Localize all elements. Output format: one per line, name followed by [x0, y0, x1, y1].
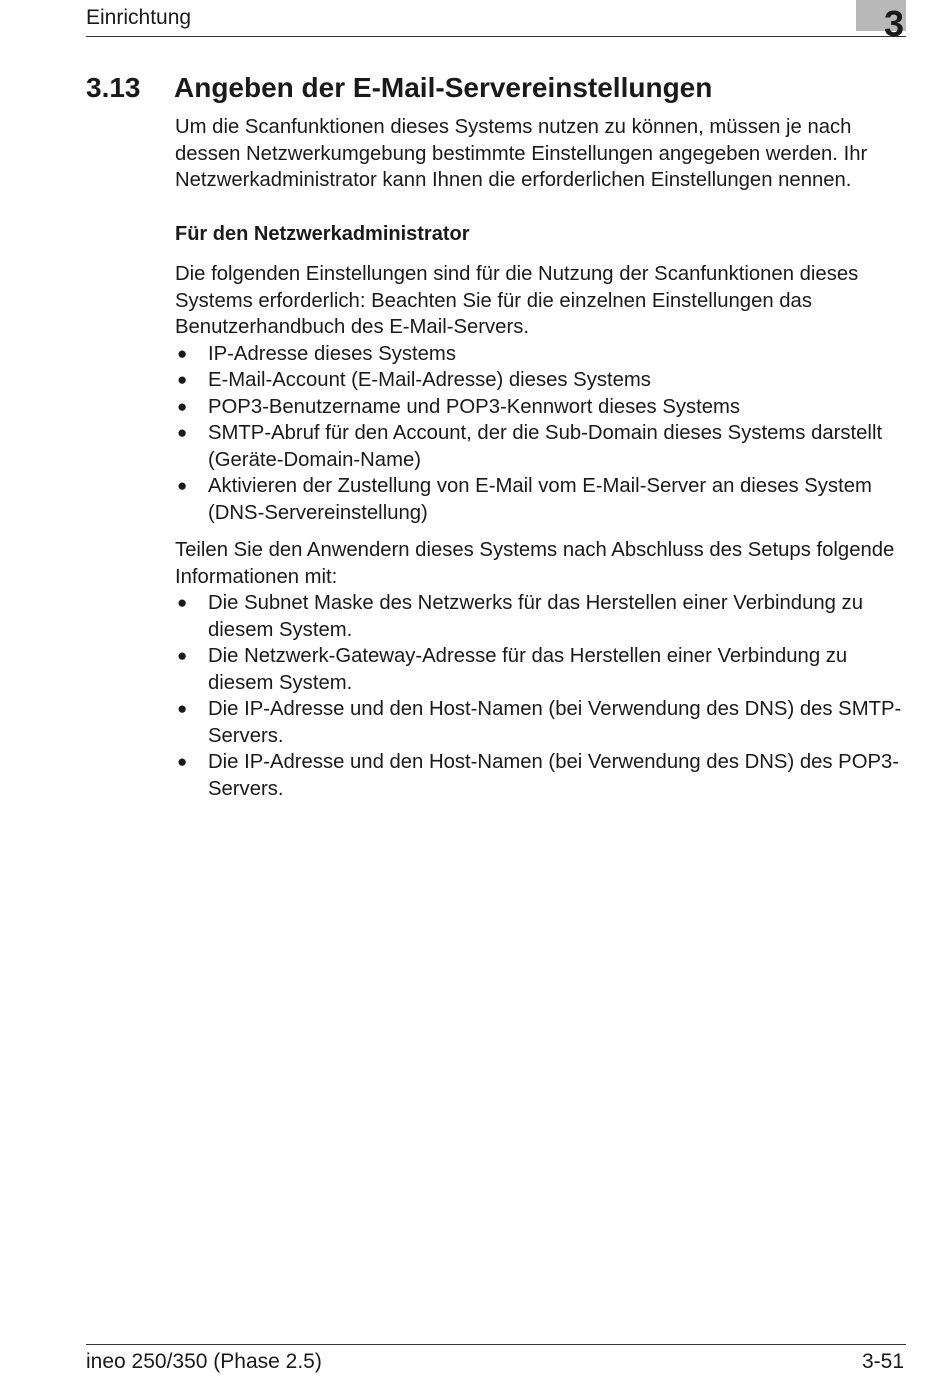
bullet-icon: ●	[177, 699, 188, 718]
section-number: 3.13	[86, 72, 141, 103]
users-bullet-list	[175, 590, 905, 802]
bullet-icon: ●	[177, 752, 188, 771]
running-header: Einrichtung	[86, 6, 192, 29]
bullet-icon: ●	[177, 370, 188, 389]
header-divider	[86, 36, 906, 37]
chapter-number: 3	[883, 3, 904, 44]
list-item: ● E-Mail-Account (E-Mail-Adresse) dieses Systems	[175, 367, 905, 394]
section-heading	[86, 72, 906, 104]
page-content	[175, 114, 905, 802]
chapter-tab	[856, 0, 906, 44]
bullet-icon: ●	[177, 593, 188, 612]
list-item: ● Die Subnet Maske des Netzwerks für das Herstellen einer Verbindung zu diesem System.	[177, 592, 863, 641]
footer-product: ineo 250/350 (Phase 2.5)	[86, 1350, 322, 1373]
list-item: ● POP3-Benutzername und POP3-Kennwort dieses Systems	[175, 394, 905, 421]
admin-subheading: Für den Netzwerkadministrator	[175, 222, 470, 245]
list-item: ● Aktivieren der Zustellung von E-Mail vom E-Mail-Server an dieses System (DNS-Servereinstellung)	[177, 475, 872, 524]
intro-paragraph: Um die Scanfunktionen dieses Systems nutzen zu können, müssen je nach dessen Netzwerkumgebung bestimmte Einstellungen angegeben werden. Ihr Netzwerkadministrator kann Ihnen die erforderlichen Einstellungen nennen.	[175, 116, 868, 191]
bullet-icon: ●	[177, 396, 188, 416]
footer-divider	[86, 1344, 906, 1345]
list-item: ● Die IP-Adresse und den Host-Namen (bei Verwendung des DNS) des SMTP-Servers.	[177, 698, 902, 747]
bullet-icon: ●	[177, 646, 188, 665]
list-item: ● Die IP-Adresse und den Host-Namen (bei Verwendung des DNS) des POP3-Servers.	[177, 751, 900, 800]
list-item: ● SMTP-Abruf für den Account, der die Sub-Domain dieses Systems darstellt (Geräte-Domain-Name)	[177, 422, 883, 471]
users-paragraph: Teilen Sie den Anwendern dieses Systems nach Abschluss des Setups folgende Informationen mit:	[175, 539, 895, 588]
admin-bullet-list	[175, 341, 905, 527]
section-title: Angeben der E-Mail-Servereinstellungen	[174, 72, 713, 103]
bullet-icon: ●	[177, 476, 188, 495]
bullet-icon: ●	[177, 423, 188, 442]
list-item: ● Die Netzwerk-Gateway-Adresse für das Herstellen einer Verbindung zu diesem System.	[177, 645, 848, 694]
bullet-icon: ●	[177, 343, 188, 363]
list-item: ● IP-Adresse dieses Systems	[175, 341, 905, 368]
page-number: 3-51	[861, 1350, 904, 1373]
admin-paragraph: Die folgenden Einstellungen sind für die Nutzung der Scanfunktionen dieses Systems erforderlich: Beachten Sie für die einzelnen Einstellungen das Benutzerhandbuch des E-Mail-Servers.	[175, 263, 859, 338]
